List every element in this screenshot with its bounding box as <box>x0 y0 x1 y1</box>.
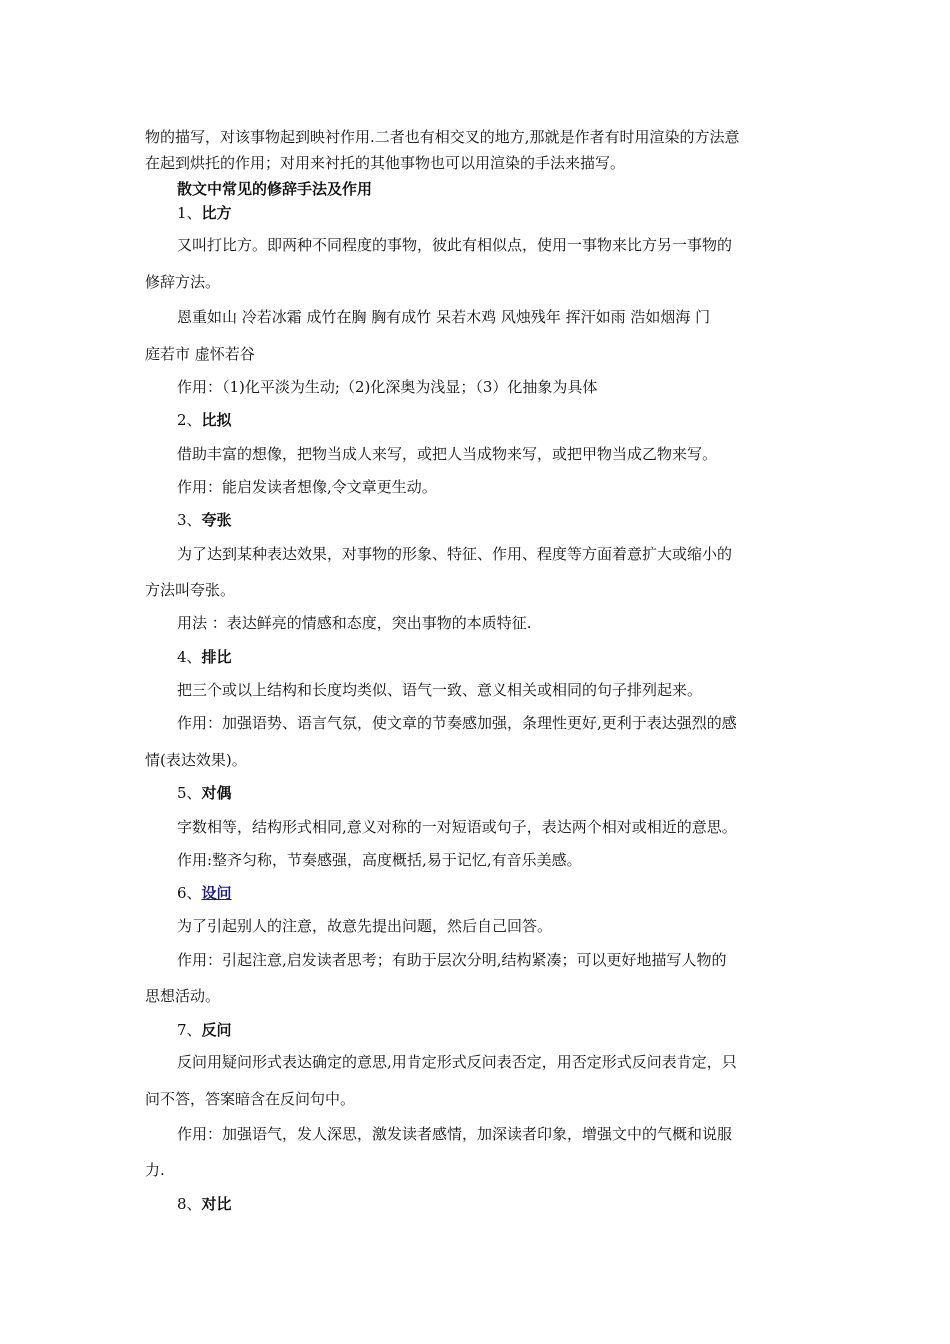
item-number: 4、 <box>177 648 202 666</box>
item-number: 3、 <box>177 511 202 529</box>
paragraph-line: 庭若市 虚怀若谷 <box>145 345 255 363</box>
paragraph-line: 问不答，答案暗含在反问句中。 <box>145 1090 356 1108</box>
paragraph-line: 把三个或以上结构和长度均类似、语气一致、意义相关或相同的句子排列起来。 <box>177 681 703 699</box>
intro-line: 在起到烘托的作用；对用来衬托的其他事物也可以用渲染的手法来描写。 <box>145 154 626 172</box>
item-heading <box>177 883 232 903</box>
item-heading <box>177 410 232 430</box>
paragraph-line: 修辞方法。 <box>145 273 221 291</box>
item-title-link[interactable]: 设问 <box>201 884 232 902</box>
paragraph-line: 力. <box>145 1161 165 1179</box>
item-title: 排比 <box>201 648 232 666</box>
paragraph-line: 作用：能启发读者想像,令文章更生动。 <box>177 478 437 496</box>
section-title: 散文中常见的修辞手法及作用 <box>177 180 373 198</box>
paragraph-line: 借助丰富的想像，把物当成人来写，或把人当成物来写，或把甲物当成乙物来写。 <box>177 445 718 463</box>
paragraph-line: 反问用疑问形式表达确定的意思,用肯定形式反问表否定，用否定形式反问表肯定，只 <box>177 1053 737 1071</box>
item-title: 反问 <box>201 1021 232 1039</box>
item-heading <box>177 647 232 667</box>
item-title: 夸张 <box>201 511 232 529</box>
item-number: 2、 <box>177 411 202 429</box>
paragraph-line: 作用：加强语势、语言气氛，使文章的节奏感加强，条理性更好,更利于表达强烈的感 <box>177 714 737 732</box>
intro-line: 物的描写，对该事物起到映衬作用.二者也有相交叉的地方,那就是作者有时用渲染的方法意 <box>145 128 740 146</box>
item-number: 7、 <box>177 1021 202 1039</box>
item-heading <box>177 1194 232 1214</box>
item-heading <box>177 203 232 223</box>
paragraph-line: 情(表达效果)。 <box>145 751 247 769</box>
paragraph-line: 作用：加强语气，发人深思，激发读者感情，加深读者印象，增强文中的气概和说服 <box>177 1125 733 1143</box>
paragraph-line: 作用:整齐匀称，节奏感强，高度概括,易于记忆,有音乐美感。 <box>177 851 582 869</box>
paragraph-line: 为了达到某种表达效果，对事物的形象、特征、作用、程度等方面着意扩大或缩小的 <box>177 545 733 563</box>
paragraph-line: 作用：引起注意,启发读者思考；有助于层次分明,结构紧凑；可以更好地描写人物的 <box>177 951 727 969</box>
item-heading <box>177 1020 232 1040</box>
item-title: 对偶 <box>201 784 232 802</box>
paragraph-line: 作用：（1)化平淡为生动;（2)化深奥为浅显；（3）化抽象为具体 <box>177 378 598 396</box>
item-title: 对比 <box>201 1195 232 1213</box>
paragraph-line: 方法叫夸张。 <box>145 581 236 599</box>
item-number: 1、 <box>177 204 202 222</box>
item-number: 5、 <box>177 784 202 802</box>
item-heading <box>177 510 232 530</box>
item-number: 6、 <box>177 884 202 902</box>
paragraph-line: 又叫打比方。即两种不同程度的事物，彼此有相似点，使用一事物来比方另一事物的 <box>177 236 733 254</box>
paragraph-line: 字数相等，结构形式相同,意义对称的一对短语或句子，表达两个相对或相近的意思。 <box>177 818 737 836</box>
paragraph-line: 为了引起别人的注意，故意先提出问题，然后自己回答。 <box>177 917 553 935</box>
item-heading <box>177 783 232 803</box>
item-number: 8、 <box>177 1195 202 1213</box>
paragraph-line: 思想活动。 <box>145 987 221 1005</box>
paragraph-line: 用法 ：表达鲜亮的情感和态度，突出事物的本质特征. <box>177 614 532 632</box>
paragraph-line: 恩重如山 冷若冰霜 成竹在胸 胸有成竹 呆若木鸡 风烛残年 挥汗如雨 浩如烟海 门 <box>177 308 711 326</box>
item-title: 比方 <box>201 204 232 222</box>
item-title: 比拟 <box>201 411 232 429</box>
